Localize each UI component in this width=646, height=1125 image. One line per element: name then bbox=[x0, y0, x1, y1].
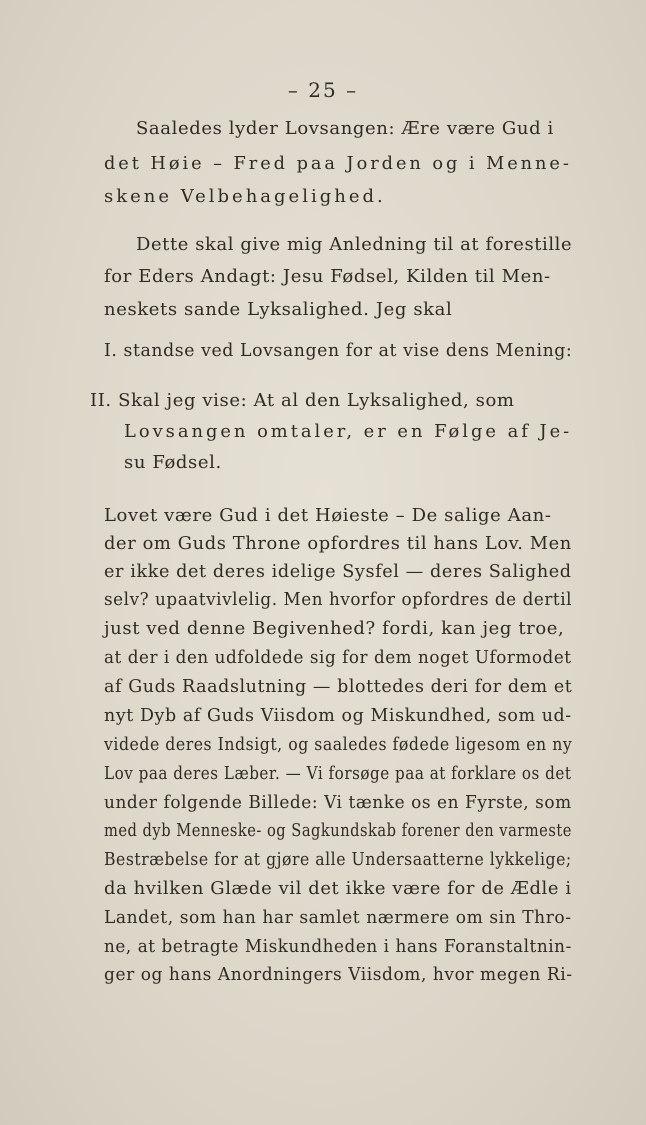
text-line: af Guds Raadslutning — blottedes deri for dem et bbox=[104, 676, 573, 697]
text-line: der om Guds Throne opfordres til hans Lov. Men bbox=[104, 533, 572, 554]
text-line: at der i den udfoldede sig for dem noget Uformodet bbox=[104, 647, 572, 668]
text-line: just ved denne Begivenhed? fordi, kan jeg troe, bbox=[104, 618, 565, 639]
text-line: med dyb Menneske- og Sagkundskab forener den varmeste bbox=[104, 820, 572, 841]
text-line: det Høie – Fred paa Jorden og i Menne- bbox=[104, 153, 572, 174]
text-line: Lovsangen omtaler, er en Følge af Je- bbox=[124, 421, 573, 442]
text-line: Saaledes lyder Lovsangen: Ære være Gud i bbox=[136, 118, 554, 139]
text-line: Landet, som han har samlet nærmere om sin Thro- bbox=[104, 907, 572, 928]
text-line: videde deres Indsigt, og saaledes fødede ligesom en ny bbox=[104, 734, 573, 755]
text-line: selv? upaatvivlelig. Men hvorfor opfordres de dertil bbox=[104, 589, 573, 610]
page-number: – 25 – bbox=[287, 78, 359, 102]
text-line: ger og hans Anordningers Viisdom, hvor megen Ri- bbox=[104, 964, 573, 985]
text-line: under folgende Billede: Vi tænke os en Fyrste, som bbox=[104, 792, 572, 813]
text-line: nyt Dyb af Guds Viisdom og Miskundhed, som ud- bbox=[104, 705, 572, 726]
text-line: II. Skal jeg vise: At al den Lyksalighed, som bbox=[90, 390, 515, 411]
text-line: Dette skal give mig Anledning til at forestille bbox=[136, 234, 573, 255]
text-line: er ikke det deres idelige Sysfel — deres Salighed bbox=[104, 561, 572, 582]
text-line: skene Velbehagelighed. bbox=[104, 186, 386, 207]
text-line: ne, at betragte Miskundheden i hans Foranstaltnin- bbox=[104, 936, 572, 957]
text-line: Bestræbelse for at gjøre alle Undersaatterne lykkelige; bbox=[104, 849, 572, 870]
text-line: da hvilken Glæde vil det ikke være for de Ædle i bbox=[104, 878, 572, 899]
text-line: neskets sande Lyksalighed. Jeg skal bbox=[104, 299, 453, 320]
text-line: su Fødsel. bbox=[124, 452, 222, 473]
text-line: Lovet være Gud i det Høieste – De salige Aan- bbox=[104, 505, 552, 526]
text-line: Lov paa deres Læber. — Vi forsøge paa at forklare os det bbox=[104, 763, 572, 784]
text-line: I. standse ved Lovsangen for at vise dens Mening: bbox=[104, 340, 573, 361]
text-line: for Eders Andagt: Jesu Fødsel, Kilden til Men- bbox=[104, 266, 551, 287]
